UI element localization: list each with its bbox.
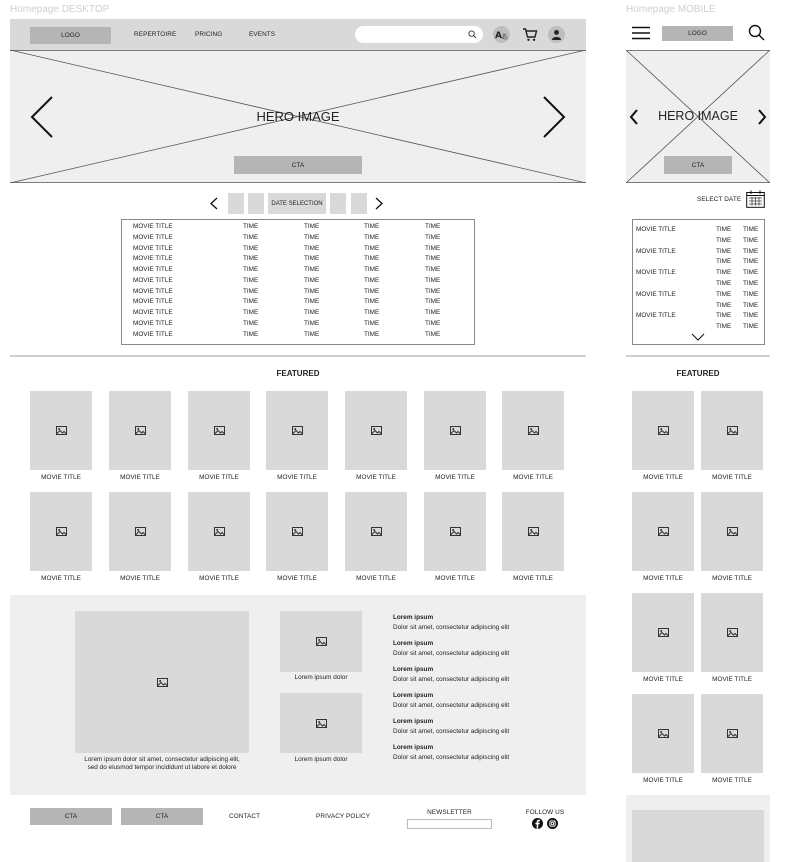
footer-cta-button-1[interactable]: CTA <box>30 808 112 825</box>
mobile-schedule-time[interactable]: TIME <box>716 312 732 320</box>
date-chip[interactable] <box>228 193 244 214</box>
image-icon <box>450 426 461 435</box>
mobile-featured-movie-title[interactable]: MOVIE TITLE <box>643 575 683 582</box>
footer-cta-button-2[interactable]: CTA <box>121 808 203 825</box>
image-icon <box>157 678 168 687</box>
schedule-time[interactable]: TIME <box>304 309 320 316</box>
featured-movie-poster[interactable] <box>109 391 171 470</box>
mobile-schedule-time[interactable]: TIME <box>743 226 759 233</box>
image-icon <box>135 426 146 435</box>
featured-movie-poster[interactable] <box>266 391 328 470</box>
news-item-text: Dolor sit amet, consectetur adipiscing elit <box>393 728 510 735</box>
image-icon <box>727 628 738 637</box>
featured-movie-poster[interactable] <box>30 492 92 571</box>
newsletter-email-input[interactable] <box>407 819 492 829</box>
schedule-movie-title[interactable]: MOVIE TITLE <box>133 319 173 327</box>
schedule-time[interactable]: TIME <box>364 223 380 230</box>
footer-privacy-link[interactable]: PRIVACY POLICY <box>316 813 371 820</box>
schedule-movie-title[interactable]: MOVIE TITLE <box>133 276 173 284</box>
image-icon <box>727 527 738 536</box>
schedule-time[interactable]: TIME <box>304 255 320 263</box>
featured-movie-poster[interactable] <box>30 391 92 470</box>
featured-movie-title[interactable]: MOVIE TITLE <box>120 474 160 481</box>
news-item-title[interactable]: Lorem ipsum <box>393 692 434 699</box>
mobile-divider <box>626 355 770 357</box>
schedule-time[interactable]: TIME <box>304 244 320 252</box>
promo-small-image-2[interactable] <box>280 693 362 753</box>
news-item-text: Dolor sit amet, consectetur adipiscing elit <box>393 624 510 631</box>
schedule-time[interactable]: TIME <box>243 298 259 306</box>
news-item-text: Dolor sit amet, consectetur adipiscing elit <box>393 754 510 761</box>
date-next-icon[interactable] <box>375 197 383 210</box>
image-icon <box>528 527 539 536</box>
schedule-movie-title[interactable]: MOVIE TITLE <box>133 266 173 273</box>
translate-icon[interactable] <box>493 26 510 43</box>
mobile-schedule-time[interactable]: TIME <box>743 236 759 244</box>
featured-movie-poster[interactable] <box>345 391 407 470</box>
featured-movie-title[interactable]: MOVIE TITLE <box>513 575 553 582</box>
schedule-time[interactable]: TIME <box>425 266 441 273</box>
mobile-logo[interactable]: LOGO <box>662 26 733 41</box>
schedule-time[interactable]: TIME <box>425 244 441 252</box>
desktop-logo[interactable]: LOGO <box>30 27 111 44</box>
promo-big-caption-line2: sed do eiusmod tempor incididunt ut labore et dolore <box>87 764 237 771</box>
mobile-featured-heading: FEATURED <box>676 369 720 378</box>
mobile-schedule-movie-title[interactable]: MOVIE TITLE <box>636 247 676 255</box>
desktop-search-input[interactable] <box>355 26 483 43</box>
image-icon <box>316 719 327 728</box>
promo-small-caption-1: Lorem ipsum dolor <box>294 674 348 681</box>
desktop-schedule-table <box>121 219 475 345</box>
news-item-title[interactable]: Lorem ipsum <box>393 666 434 673</box>
image-icon <box>658 527 669 536</box>
schedule-time[interactable]: TIME <box>243 255 259 263</box>
instagram-icon[interactable] <box>547 818 558 829</box>
image-icon <box>658 729 669 738</box>
schedule-time[interactable]: TIME <box>364 276 380 284</box>
schedule-time[interactable]: TIME <box>425 309 441 316</box>
mobile-featured-movie-poster[interactable] <box>701 391 763 470</box>
mobile-featured-movie-poster[interactable] <box>632 391 694 470</box>
mobile-schedule-time[interactable]: TIME <box>743 290 759 298</box>
schedule-movie-title[interactable]: MOVIE TITLE <box>133 330 173 338</box>
schedule-time[interactable]: TIME <box>304 330 320 338</box>
schedule-time[interactable]: TIME <box>364 233 380 241</box>
cart-icon[interactable] <box>522 27 538 42</box>
mobile-promo-image[interactable] <box>632 810 764 862</box>
mobile-schedule-time[interactable]: TIME <box>716 236 732 244</box>
date-prev-icon[interactable] <box>210 197 218 210</box>
featured-movie-poster[interactable] <box>188 492 250 571</box>
mobile-search-icon[interactable] <box>748 24 765 41</box>
featured-movie-title[interactable]: MOVIE TITLE <box>120 575 160 582</box>
featured-movie-title[interactable]: MOVIE TITLE <box>199 474 239 481</box>
schedule-time[interactable]: TIME <box>364 255 380 263</box>
featured-movie-title[interactable]: MOVIE TITLE <box>356 474 396 481</box>
mobile-featured-movie-poster[interactable] <box>632 492 694 571</box>
schedule-time[interactable]: TIME <box>304 223 320 230</box>
image-icon <box>727 426 738 435</box>
schedule-time[interactable]: TIME <box>364 309 380 316</box>
desktop-hero-title: HERO IMAGE <box>256 109 340 124</box>
news-item-text: Dolor sit amet, consectetur adipiscing elit <box>393 702 510 709</box>
news-item-title[interactable]: Lorem ipsum <box>393 744 434 751</box>
mobile-select-date-label[interactable]: SELECT DATE <box>697 196 742 203</box>
nav-link-events[interactable]: EVENTS <box>249 31 276 38</box>
featured-movie-poster[interactable] <box>424 492 486 571</box>
promo-big-image[interactable] <box>75 611 249 753</box>
schedule-time[interactable]: TIME <box>364 244 380 252</box>
image-icon <box>371 527 382 536</box>
featured-movie-poster[interactable] <box>266 492 328 571</box>
mobile-featured-movie-poster[interactable] <box>701 492 763 571</box>
schedule-movie-title[interactable]: MOVIE TITLE <box>133 255 173 263</box>
news-item-title[interactable]: Lorem ipsum <box>393 640 434 647</box>
calendar-icon[interactable] <box>746 190 765 208</box>
nav-link-repertoire[interactable]: REPERTOIRE <box>134 31 177 38</box>
mobile-schedule-time[interactable]: TIME <box>716 290 732 298</box>
featured-movie-poster[interactable] <box>502 391 564 470</box>
mobile-schedule-time[interactable]: TIME <box>716 323 732 331</box>
hero-next-arrow-icon[interactable] <box>542 96 566 138</box>
date-chip[interactable] <box>351 193 367 214</box>
image-icon <box>214 426 225 435</box>
schedule-time[interactable]: TIME <box>304 233 320 241</box>
mobile-featured-movie-poster[interactable] <box>701 694 763 773</box>
user-icon[interactable] <box>548 26 565 43</box>
mobile-schedule-time[interactable]: TIME <box>743 312 759 320</box>
schedule-time[interactable]: TIME <box>243 233 259 241</box>
schedule-time[interactable]: TIME <box>364 266 380 273</box>
image-icon <box>528 426 539 435</box>
mobile-featured-movie-title[interactable]: MOVIE TITLE <box>643 474 683 481</box>
mobile-schedule-time[interactable]: TIME <box>716 301 732 309</box>
schedule-time[interactable]: TIME <box>304 298 320 306</box>
schedule-time[interactable]: TIME <box>304 276 320 284</box>
schedule-time[interactable]: TIME <box>304 266 320 273</box>
mobile-featured-movie-title[interactable]: MOVIE TITLE <box>643 676 683 683</box>
schedule-time[interactable]: TIME <box>425 330 441 338</box>
featured-movie-title[interactable]: MOVIE TITLE <box>199 575 239 582</box>
search-icon[interactable] <box>468 30 477 39</box>
featured-movie-poster[interactable] <box>345 492 407 571</box>
featured-movie-title[interactable]: MOVIE TITLE <box>41 474 81 481</box>
featured-movie-title[interactable]: MOVIE TITLE <box>356 575 396 582</box>
date-selection-chip[interactable]: DATE SELECTION <box>268 193 326 214</box>
schedule-time[interactable]: TIME <box>243 319 259 327</box>
featured-movie-title[interactable]: MOVIE TITLE <box>41 575 81 582</box>
image-icon <box>214 527 225 536</box>
schedule-time[interactable]: TIME <box>243 330 259 338</box>
desktop-hero-cta-button[interactable]: CTA <box>234 156 362 174</box>
schedule-movie-title[interactable]: MOVIE TITLE <box>133 298 173 306</box>
image-icon <box>292 527 303 536</box>
featured-movie-poster[interactable] <box>502 492 564 571</box>
promo-big-caption-line1: Lorem ipsum dolor sit amet, consectetur adipiscing elit, <box>84 756 240 763</box>
schedule-time[interactable]: TIME <box>425 233 441 241</box>
featured-movie-title[interactable]: MOVIE TITLE <box>435 474 475 481</box>
mobile-schedule-time[interactable]: TIME <box>743 323 759 331</box>
mobile-featured-movie-title[interactable]: MOVIE TITLE <box>712 777 752 784</box>
featured-movie-title[interactable]: MOVIE TITLE <box>435 575 475 582</box>
mobile-schedule-time[interactable]: TIME <box>743 247 759 255</box>
schedule-time[interactable]: TIME <box>243 266 259 273</box>
schedule-time[interactable]: TIME <box>304 287 320 295</box>
desktop-frame-label: Homepage DESKTOP <box>10 4 110 15</box>
news-item-text: Dolor sit amet, consectetur adipiscing elit <box>393 676 510 683</box>
schedule-time[interactable]: TIME <box>425 287 441 295</box>
news-item-text: Dolor sit amet, consectetur adipiscing elit <box>393 650 510 657</box>
schedule-time[interactable]: TIME <box>304 319 320 327</box>
mobile-featured-movie-poster[interactable] <box>632 593 694 672</box>
desktop-featured-heading: FEATURED <box>276 369 320 378</box>
featured-movie-poster[interactable] <box>109 492 171 571</box>
mobile-featured-movie-title[interactable]: MOVIE TITLE <box>712 474 752 481</box>
image-icon <box>450 527 461 536</box>
image-icon <box>56 527 67 536</box>
mobile-schedule-time[interactable]: TIME <box>743 280 759 287</box>
mobile-hero-next-icon[interactable] <box>757 109 767 125</box>
schedule-time[interactable]: TIME <box>425 298 441 306</box>
mobile-schedule-time[interactable]: TIME <box>716 258 732 266</box>
schedule-time[interactable]: TIME <box>243 223 259 230</box>
promo-small-image-1[interactable] <box>280 611 362 672</box>
featured-movie-title[interactable]: MOVIE TITLE <box>277 575 317 582</box>
mobile-featured-movie-title[interactable]: MOVIE TITLE <box>712 676 752 683</box>
mobile-hero-title: HERO IMAGE <box>658 109 738 123</box>
mobile-schedule-time[interactable]: TIME <box>743 269 759 277</box>
schedule-time[interactable]: TIME <box>425 223 441 230</box>
menu-icon[interactable] <box>632 26 650 40</box>
nav-link-pricing[interactable]: PRICING <box>195 31 223 38</box>
schedule-movie-title[interactable]: MOVIE TITLE <box>133 244 173 252</box>
image-icon <box>371 426 382 435</box>
schedule-time[interactable]: TIME <box>243 287 259 295</box>
schedule-time[interactable]: TIME <box>364 330 380 338</box>
schedule-time[interactable]: TIME <box>243 309 259 316</box>
mobile-featured-movie-poster[interactable] <box>632 694 694 773</box>
image-icon <box>292 426 303 435</box>
schedule-time[interactable]: TIME <box>243 244 259 252</box>
featured-movie-poster[interactable] <box>188 391 250 470</box>
hero-prev-arrow-icon[interactable] <box>30 96 54 138</box>
mobile-featured-movie-poster[interactable] <box>701 593 763 672</box>
promo-small-caption-2: Lorem ipsum dolor <box>294 756 348 763</box>
mobile-schedule-time[interactable]: TIME <box>743 258 759 266</box>
featured-movie-poster[interactable] <box>424 391 486 470</box>
news-item-title[interactable]: Lorem ipsum <box>393 614 434 621</box>
schedule-time[interactable]: TIME <box>425 276 441 284</box>
schedule-movie-title[interactable]: MOVIE TITLE <box>133 287 173 295</box>
mobile-schedule-movie-title[interactable]: MOVIE TITLE <box>636 226 676 233</box>
mobile-featured-movie-title[interactable]: MOVIE TITLE <box>643 777 683 784</box>
footer-newsletter-label: NEWSLETTER <box>427 809 472 816</box>
image-icon <box>56 426 67 435</box>
mobile-schedule-time[interactable]: TIME <box>716 280 732 287</box>
date-chip[interactable] <box>330 193 346 214</box>
mobile-schedule-time[interactable]: TIME <box>716 226 732 233</box>
schedule-time[interactable]: TIME <box>364 319 380 327</box>
schedule-time[interactable]: TIME <box>425 319 441 327</box>
date-chip[interactable] <box>248 193 264 214</box>
chevron-down-icon[interactable] <box>691 333 705 341</box>
schedule-movie-title[interactable]: MOVIE TITLE <box>133 223 173 230</box>
image-icon <box>316 637 327 646</box>
facebook-icon[interactable] <box>532 818 543 829</box>
svg-text:A: A <box>495 31 502 40</box>
mobile-hero-prev-icon[interactable] <box>629 109 639 125</box>
mobile-hero-cta-button[interactable]: CTA <box>664 156 732 174</box>
schedule-time[interactable]: TIME <box>364 298 380 306</box>
mobile-schedule-movie-title[interactable]: MOVIE TITLE <box>636 269 676 277</box>
schedule-time[interactable]: TIME <box>425 255 441 263</box>
schedule-time[interactable]: TIME <box>243 276 259 284</box>
schedule-time[interactable]: TIME <box>364 287 380 295</box>
footer-follow-label: FOLLOW US <box>525 809 565 816</box>
featured-movie-title[interactable]: MOVIE TITLE <box>277 474 317 481</box>
image-icon <box>727 729 738 738</box>
image-icon <box>658 628 669 637</box>
image-icon <box>135 527 146 536</box>
news-item-title[interactable]: Lorem ipsum <box>393 718 434 725</box>
mobile-schedule-time[interactable]: TIME <box>716 247 732 255</box>
schedule-movie-title[interactable]: MOVIE TITLE <box>133 233 173 241</box>
image-icon <box>658 426 669 435</box>
mobile-frame-label: Homepage MOBILE <box>626 4 716 15</box>
schedule-movie-title[interactable]: MOVIE TITLE <box>133 309 173 316</box>
featured-movie-title[interactable]: MOVIE TITLE <box>513 474 553 481</box>
mobile-featured-movie-title[interactable]: MOVIE TITLE <box>712 575 752 582</box>
mobile-schedule-movie-title[interactable]: MOVIE TITLE <box>636 312 676 320</box>
mobile-schedule-time[interactable]: TIME <box>716 269 732 277</box>
mobile-schedule-time[interactable]: TIME <box>743 301 759 309</box>
mobile-schedule-movie-title[interactable]: MOVIE TITLE <box>636 290 676 298</box>
footer-contact-link[interactable]: CONTACT <box>229 813 261 820</box>
desktop-divider <box>10 355 586 357</box>
svg-text:あ: あ <box>501 33 508 40</box>
